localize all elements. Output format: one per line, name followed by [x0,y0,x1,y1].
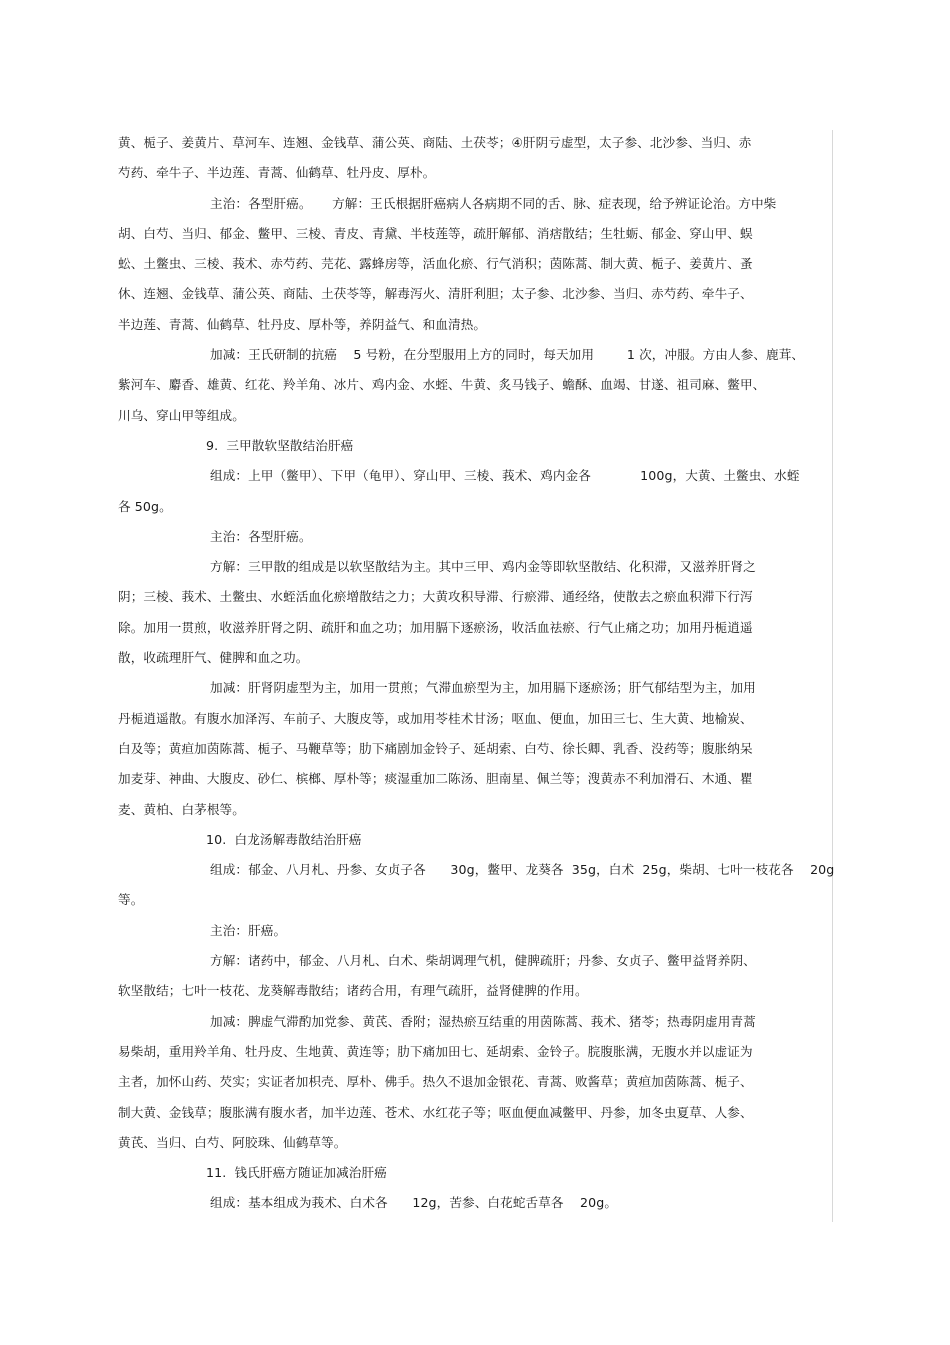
text-line: 主治：各型肝癌。 [210,528,312,544]
text-line: 等。 [118,892,144,908]
text-line: 麦、黄柏、白茅根等。 [118,801,245,817]
document-body [118,128,834,1219]
text-line: 组成：郁金、八月札、丹参、女贞子各 30g，鳖甲、龙葵各 35g，白术 25g，柴胡、七叶一枝花各 20g [210,862,835,878]
text-line: 主治：各型肝癌。 方解：王氏根据肝癌病人各病期不同的舌、脉、症表现，给予辨证论治。方中柴 [210,195,777,211]
text-line: 散，收疏理肝气、健脾和血之功。 [118,650,309,666]
text-line: 方解：三甲散的组成是以软坚散结为主。其中三甲、鸡内金等即软坚散结、化积滞，又滋养肝肾之 [210,559,756,575]
text-line: 加减：脾虚气滞酌加党参、黄芪、香附；湿热瘀互结重的用茵陈蒿、莪术、猪苓；热毒阴虚用青蒿 [210,1013,756,1029]
text-line: 休、连翘、金钱草、蒲公英、商陆、土茯苓等，解毒泻火、清肝利胆；太子参、北沙参、当归、赤芍药、牵牛子、 [118,286,753,302]
text-line: 蚣、土鳖虫、三棱、莪术、赤芍药、芫花、露蜂房等，活血化瘀、行气消积；茵陈蒿、制大黄、栀子、姜黄片、蚤 [118,256,753,272]
text-line: 方解：诸药中，郁金、八月札、白术、柴胡调理气机，健脾疏肝；丹参、女贞子、鳖甲益肾养阴、 [210,953,756,969]
text-line: 除。加用一贯煎，收滋养肝肾之阴、疏肝和血之功；加用膈下逐瘀汤，收活血祛瘀、行气止痛之功；加用丹栀逍遥 [118,619,753,635]
text-line: 各 50g。 [118,498,172,514]
text-line: 半边莲、青蒿、仙鹤草、牡丹皮、厚朴等，养阴益气、和血清热。 [118,316,487,332]
text-line: 加麦芽、神曲、大腹皮、砂仁、槟榔、厚朴等；痰湿重加二陈汤、胆南星、佩兰等；溲黄赤不利加滑石、木通、瞿 [118,771,753,787]
text-line: 主治：肝癌。 [210,922,287,938]
text-line: 黄、栀子、姜黄片、草河车、连翘、金钱草、蒲公英、商陆、土茯苓；④肝阴亏虚型，太子参、北沙参、当归、赤 [118,135,752,150]
text-line: 黄芪、当归、白芍、阿胶珠、仙鹤草等。 [118,1134,347,1150]
text-line: 胡、白芍、当归、郁金、鳖甲、三棱、青皮、青黛、半枝莲等，疏肝解郁、消痞散结；生牡蛎、郁金、穿山甲、蜈 [118,225,753,241]
text-line: 丹栀逍遥散。有腹水加泽泻、车前子、大腹皮等，或加用苓桂术甘汤；呕血、便血，加田三七、生大黄、地榆炭、 [118,710,753,726]
text-line: 组成：上甲（鳖甲）、下甲（龟甲）、穿山甲、三棱、莪术、鸡内金各 100g，大黄、土鳖虫、水蛭 [210,468,800,484]
text-line: 软坚散结；七叶一枝花、龙葵解毒散结；诸药合用，有理气疏肝，益肾健脾的作用。 [118,983,588,999]
text-line: 白及等；黄疸加茵陈蒿、栀子、马鞭草等；肋下痛剧加金铃子、延胡索、白芍、徐长卿、乳香、没药等；腹胀纳呆 [118,740,753,756]
text-line: 组成：基本组成为莪术、白术各 12g，苦参、白花蛇舌草各 20g。 [210,1195,618,1211]
section-heading: 9. 三甲散软坚散结治肝癌 [206,437,354,453]
text-line: 阴；三棱、莪术、土鳖虫、水蛭活血化瘀增散结之力；大黄攻积导滞、行瘀滞、通经络，使散去之瘀血积滞下行泻 [118,589,753,605]
text-line: 川乌、穿山甲等组成。 [118,407,245,423]
text-line: 易柴胡，重用羚羊角、牡丹皮、生地黄、黄连等；肋下痛加田七、延胡索、金铃子。脘腹胀满，无腹水并以虚证为 [118,1043,753,1059]
section-heading: 10. 白龙汤解毒散结治肝癌 [206,831,362,847]
text-line: 加减：王氏研制的抗癌 5 号粉，在分型服用上方的同时，每天加用 1 次，冲服。方由人参、鹿茸、 [210,347,805,363]
section-heading: 11. 钱氏肝癌方随证加减治肝癌 [206,1165,387,1181]
text-line: 加减：肝肾阴虚型为主，加用一贯煎；气滞血瘀型为主，加用膈下逐瘀汤；肝气郁结型为主，加用 [210,680,756,696]
text-line: 制大黄、金钱草；腹胀满有腹水者，加半边莲、苍术、水红花子等；呕血便血减鳖甲、丹参，加冬虫夏草、人参、 [118,1104,753,1120]
text-line: 主者，加怀山药、芡实；实证者加枳壳、厚朴、佛手。热久不退加金银花、青蒿、败酱草；黄疸加茵陈蒿、栀子、 [118,1074,753,1090]
text-line: 紫河车、麝香、雄黄、红花、羚羊角、冰片、鸡内金、水蛭、牛黄、炙马钱子、蟾酥、血竭、甘遂、祖司麻、鳖甲、 [118,377,766,393]
text-line: 芍药、牵牛子、半边莲、青蒿、仙鹤草、牡丹皮、厚朴。 [118,165,436,181]
